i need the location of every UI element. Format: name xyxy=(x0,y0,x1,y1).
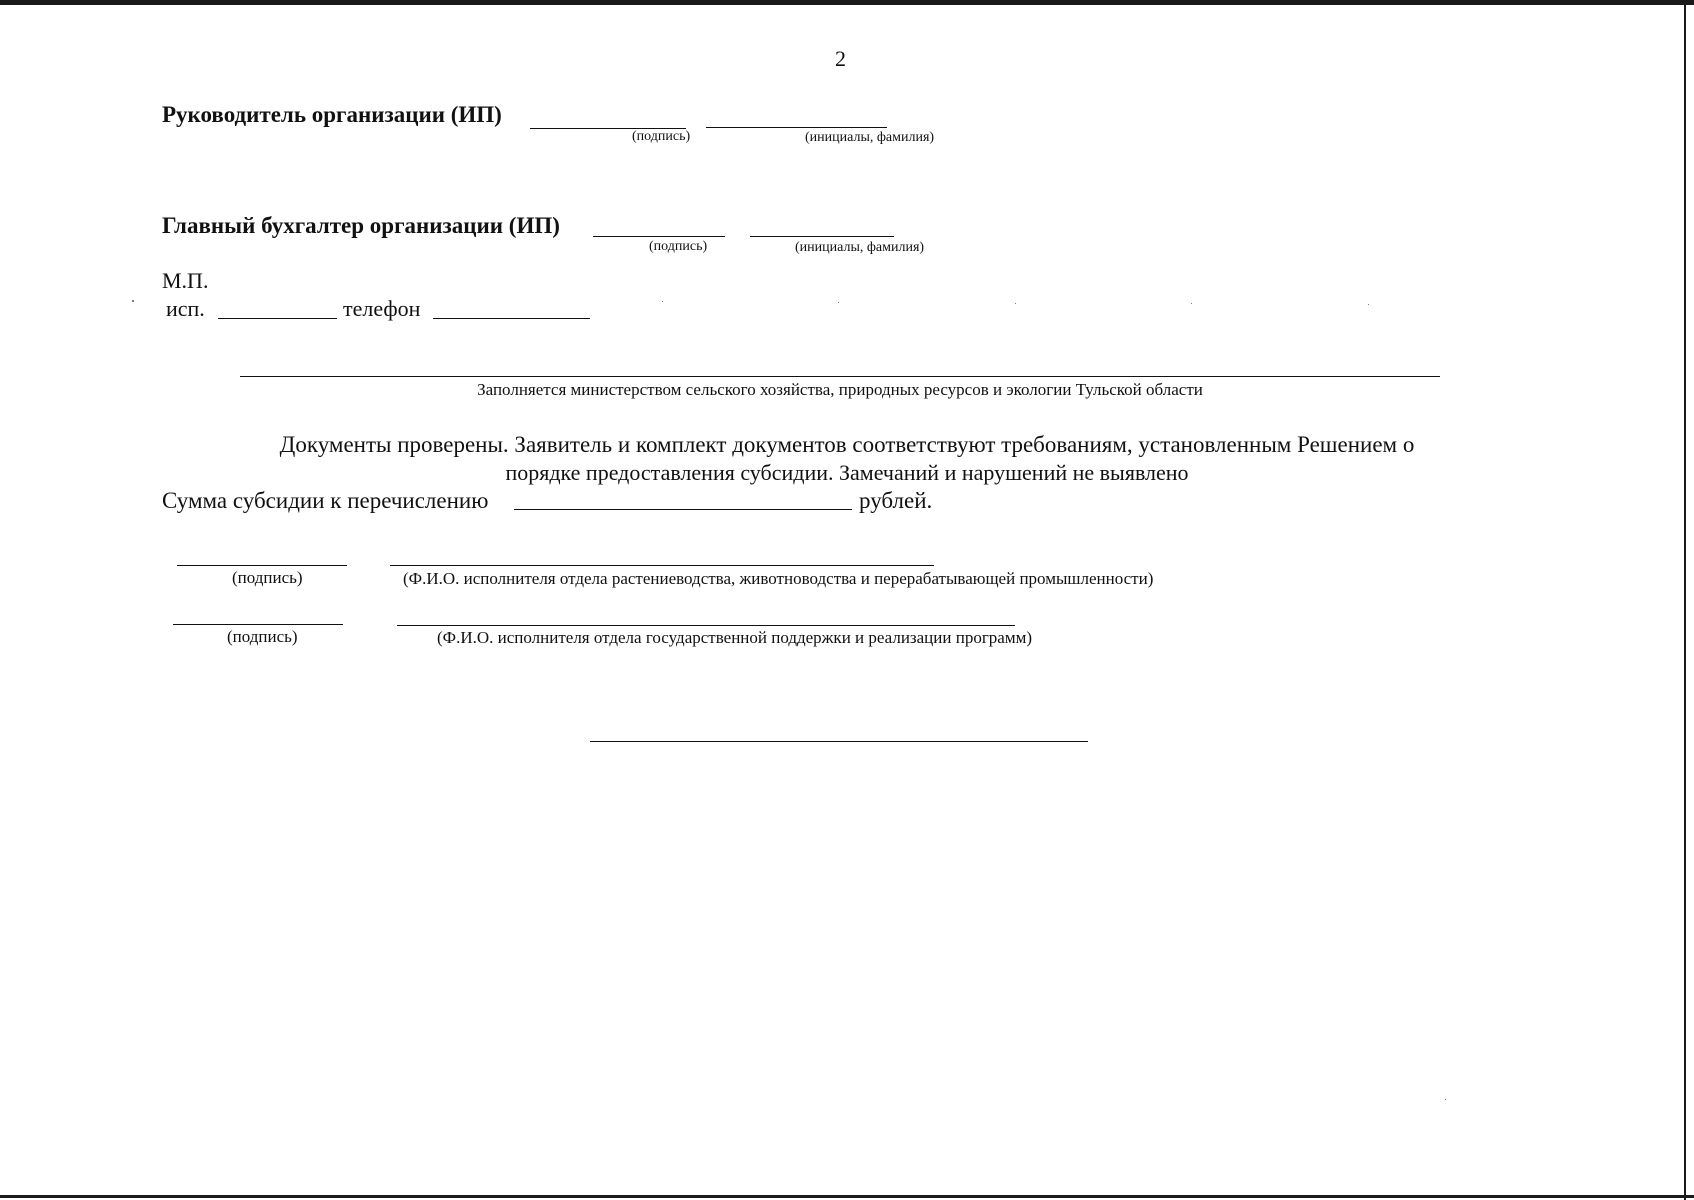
signature-2-name-line xyxy=(397,625,1015,626)
scan-speck xyxy=(132,300,134,302)
subsidy-label: Сумма субсидии к перечислению xyxy=(162,488,489,513)
verification-line-2: порядке предоставления субсидии. Замечаний и нарушений не выявлено xyxy=(505,460,1189,485)
accountant-name-caption: (инициалы, фамилия) xyxy=(795,240,925,255)
signature-2-caption: (подпись) xyxy=(227,627,298,646)
executor-line xyxy=(218,318,337,319)
phone-label: телефон xyxy=(343,296,421,321)
head-name-line xyxy=(706,127,887,128)
accountant-name-line xyxy=(750,236,894,237)
subsidy-unit: рублей. xyxy=(859,488,933,513)
signature-2-line xyxy=(173,624,343,625)
head-signature-caption: (подпись) xyxy=(632,129,691,144)
ministry-divider-line xyxy=(240,376,1440,377)
scan-edge-right xyxy=(1684,0,1686,1200)
scan-edge-top xyxy=(0,0,1694,5)
ministry-note: Заполняется министерством сельского хозяйства, природных ресурсов и экологии Тульской области xyxy=(477,380,1203,399)
scan-speck xyxy=(1191,303,1192,304)
scan-edge-bottom xyxy=(0,1195,1694,1198)
closing-divider-line xyxy=(590,741,1088,742)
signature-1-name-caption: (Ф.И.О. исполнителя отдела растениеводства, животноводства и перерабатывающей промышленности) xyxy=(403,569,1154,588)
scan-speck xyxy=(662,301,663,302)
scan-speck xyxy=(1368,304,1369,305)
accountant-signature-line xyxy=(593,236,725,237)
subsidy-amount-line xyxy=(514,509,852,510)
accountant-signature-caption: (подпись) xyxy=(649,239,708,254)
signature-1-name-line xyxy=(390,565,934,566)
page-number: 2 xyxy=(835,46,846,71)
executor-label: исп. xyxy=(166,296,205,321)
verification-line-1: Документы проверены. Заявитель и комплект документов соответствуют требованиям, установленным Решением о xyxy=(279,432,1415,457)
accountant-label: Главный бухгалтер организации (ИП) xyxy=(162,213,560,238)
signature-2-name-caption: (Ф.И.О. исполнителя отдела государственной поддержки и реализации программ) xyxy=(437,628,1033,647)
scan-speck xyxy=(1015,303,1016,304)
signature-1-caption: (подпись) xyxy=(232,568,303,587)
scan-speck xyxy=(838,302,839,303)
seal-label: М.П. xyxy=(162,268,209,293)
scan-speck xyxy=(1445,1099,1446,1100)
signature-1-line xyxy=(177,565,347,566)
head-name-caption: (инициалы, фамилия) xyxy=(805,130,935,145)
phone-line xyxy=(433,318,590,319)
head-label: Руководитель организации (ИП) xyxy=(162,102,502,127)
